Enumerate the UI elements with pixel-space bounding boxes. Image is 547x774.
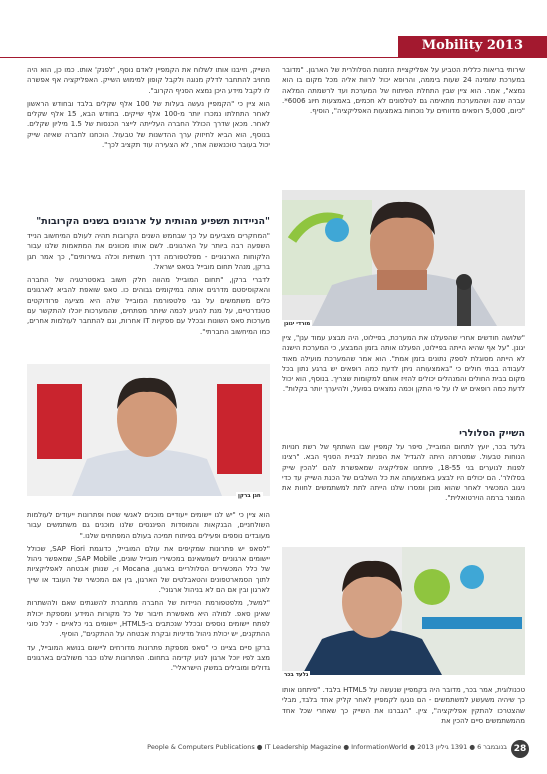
portrait-illustration — [27, 364, 270, 496]
paragraph: "למשל, מלפטפורמת הניידות של החברה מתחברת להשגתים שאם ולהשתרות שאינן סאפ. למולה היא מאפשרת חיבור של כל מקורות המידע ומספקת יכולת לפתח יישומים נוספים ובכלל שנכתבים ב-HTML5, יישומים בני כלאיים - לכל סוגי ההתקנים, יש יכולת ניהול מדיניות ובקרת אבטחה על ההתקנים", הוסיף. — [27, 599, 270, 639]
photo-caption: מורדי יגונן — [284, 321, 311, 327]
paragraph: "המחקרים מצביעים על כך שבחמש השנים הקרובות תהיה לעולם המיחשוב הנייד השפעה רבה ביותר על הארגונים. לשם אותו מכוונים את המתאמות שלנו עבור הלקוחות הארגוניים - מפלטפורמה דרך תשתיות וכלה בשירותים", כך אמר חגן ברקן, מנהל תחום מובייל בסאפ ישראל. — [27, 232, 270, 271]
paragraph: הוא ציין כי "הקמפיין נעשה בעלות של 100 אלף שקלים בלבד ובחודש הראשון לאחר התחלתו נמכרו יותר מ-100 אלף שייקים. בחודש הבא, 15 אלף שקלים לאחר. מכאן שדרך הכולל החברה העלייתה לייצר הכנסות של 1.5 מיליון שקלים. בנוסף, הוא הביא לחיזוק ערך ההדשנות של טבעול. הוכחנו לחברה שאיזה שייק יכול בעובר טוכנאשה אחר, לא הצעירה עוד תקציב לכך". — [27, 99, 270, 150]
photo-gilad-bachar — [282, 547, 525, 675]
paragraph: גלעד בכר, יועץ לתחום המובייל, סיפר על קמפיין שבו השתתף של רשת חנויות הנוחות טבעול. שמטרתה היתה להגדיל את הפניות לבניית הסניף הבא. "רצינו לפנות לנוערים בני 18-55, פיתחנו אפליקציה שמאפשרת להם 'להכין שייק בסלולר'. הם יכולים היו לבצע באמצעותה את כל השלבים של הכנת השייק עד כדי ניגוב המכשיר לאחר שהוא מוכן ומסרו שלנו הייתה לתת למשתמשים לחוות את המוצר ברמה הוירטואלית". — [282, 443, 526, 503]
right-column-quote — [282, 333, 525, 425]
right-column-intro — [282, 65, 525, 195]
section-title: Mobility 2013 — [421, 38, 523, 53]
paragraph: שירותי בריאות כללית הטביע על אפליקציית הזמנות הסלולרית של הארגון. "מדובר במערכת שזמינה 24 שעות ביממה, והרופא יכול לרוות אליה מכל מקום בו הוא נמצא", אמר. הוא ציין שבין התחלת הפיתוח של המערכת ועד לרשמתה המלאה עברה שנה ושהמערכת מתאימה גם לטלפונים לא חכמים, באמצעות חיוג 6006*. "כיום, 5,000 רופאים מדווחים על נוכחות באמצעות האפליקציה", הוסיף. — [282, 66, 525, 116]
section-subheading: "הניידות תשפיע מהותית על ארגונים בשנים הקרובות" — [36, 216, 270, 227]
paragraph: הוא ציין כי "יש לנו יישומים ייעודיים מוכנים לאנשי שטח ופתרונות ייעודים לעולמות השולחניים, הבנקאות והמוסדות הפיננסים שלנו מוכנים גם משתמשים עבור מעובדים נוספים ופעילים בפיתוח תמיכה בעולם המפתחים שלנו." — [27, 511, 270, 540]
paragraph: "שלושה חודשים אחרי שהפעלנו את המערכת, בפיילוט, היה מבצע עמוד ענן", ציין יגונן. "על אף שהיא הייתה בפיילוט, הפעלנו אותה בזמן המבצע, כי המערכת הישנה לא הייתה מסוגלת לספק נתונים בזמן אמת". הוא אמר שהמערכת מועילה מאוד לעבודה בבתי חולים כי "באמצעותה ניתן לדעת כמה רופאים יש ברגע נתון בכל מקום בבית החולים והמנהלים יכולים להזיז אותם למקומות שצריך. בנוסף, הוא יכול לדעת כמה רופאים יש לו על פי התקן וכמה נמצאים בפועל, ולהיערך יותר בקלות". — [281, 334, 525, 394]
paragraph: ברקן סיים בציינו כי "סאפ מספקת פתרונות מדורחים ליישום בנושא המובייל, עד מצב לפיו יוכל ארגון לנוע קדימה בתחום. הפתרונות שלנו כבר משולבים בארגונים גדולים ומובילים במשק הישראלי". — [27, 643, 270, 673]
photo-caption: גלעד בכר — [284, 672, 309, 678]
right-column-body — [282, 442, 525, 532]
left-column-body — [27, 231, 270, 365]
section-subheading: השייק הסלולרי — [459, 428, 525, 439]
photo-moti-yagonen — [282, 190, 525, 326]
paragraph: טכנולוגית, אמר בכר, מדובר היה בקמפיין שנעשה על HTML5 בלבד. "פיתחנו אותו כך שיהיה משעשע למשתמשים - הם נוגעו לקמפיין לאחר קליק אחד בלבד, מבלי שהצטרכו להתקין אפליקציה", ציין. "הגברנו את השייק כך שאחרי שכל אחד מהמשתמשים סיים להכין את — [282, 686, 525, 725]
portrait-illustration — [282, 190, 525, 326]
page-footer — [0, 740, 547, 758]
paragraph: לדברי ברקן, "תחום המובייל מהווה חלק חשוב באסטרטגיה של החברה והאקוסיסטם מדרגים אותה במיקומים גבוהים כו. סאפ שואפת להביא לארגונים כלים משתמשים על גבי פלטפורמת המובייל שלה היא מציעה פרודוקטים סטנדרטיים, על מנת להגיע לכמה שיותר מפתחים, שהמערכות יוכלו להתקשר עם מערכות סאפ השונות ובכלל עם ספקיות IT אחרות, וגם להתחבר לעולמות אחרים, כמו המיחשוב החברתי". — [27, 276, 270, 336]
page-number: 28 — [511, 740, 529, 758]
paragraph: "לסאפ יש פתרונות שמקיפים את עולם המובייל, כדוגמת SAP Fiori, שכולל יישומים ארגוניים לשמשאינם במכשירי מובייל שונים, SAP Mobile, שמאפשר ניהול של כלל המכשירים הסלולריים בארגון, Mocana ו-, שנותן אבטחה לאפליקציות לתוך הסמארטפונים והטאבלטים של הארגון, בין אם המכשיר של העובד או שייך לארגון ובין אם הם לא בניהול ארגוני". — [27, 544, 270, 595]
paragraph: השייק, חייבנו אותו לשלוח את הקמפיין לאדם נוסף, 'לפנק' אותו. כמו כן, הוא היה מחויב להתחבר לדלק מנוגה ולקבל קופון למימוש השייק. האפליקציה אף אפשרה לו לקבל מידע היכן נמצא הסניף הקרוב". — [27, 66, 270, 95]
header-rule — [0, 57, 547, 58]
section-header — [0, 36, 547, 58]
right-column-tail — [282, 685, 525, 735]
left-column-bottom — [27, 510, 270, 735]
left-column-top — [27, 65, 270, 211]
portrait-illustration — [282, 547, 525, 675]
photo-caption: חגן ברקן — [238, 493, 261, 499]
footer-publication-line: People & Computers Publications ● IT Leadership Magazine ● InformationWorld ● 2013 בנובמבר 6 ● 1391 גיליון — [147, 743, 507, 751]
photo-hagan-barkan — [27, 364, 270, 496]
